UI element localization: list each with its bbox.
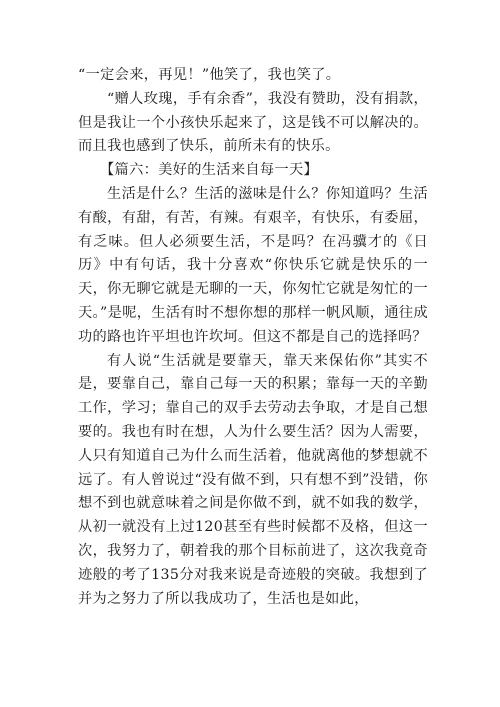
document-body (78, 64, 428, 611)
paragraph-what-is-life: 生活是什么？生活的滋味是什么？你知道吗？生活有酸，有甜，有苦，有辣。有艰辛，有快乐，有委屈，有乏味。但人必须要生活，不是吗？在冯骥才的《日历》中有句话，我十分喜欢“你快乐它就是快乐的一天，你无聊它就是无聊的一天，你匆忙它就是匆忙的一天。”是呢，生活有时不想你想的那样一帆风顺，通往成功的路也许平坦也许坎坷。但这不都是自己的选择吗？ (78, 185, 428, 345)
paragraph-dialogue-ending: “一定会来，再见！”他笑了，我也笑了。 (78, 67, 341, 83)
section-heading: 【篇六：美好的生活来自每一天】 (100, 162, 319, 179)
paragraph-rose-fragrance: “赠人玫瑰，手有余香”，我没有赞助，没有捐款，但是我让一个小孩快乐起来了，这是钱不可以解决的。而且我也感到了快乐，前所未有的快乐。 (78, 90, 428, 155)
paragraph-rely-on-self: 有人说“生活就是要靠天，靠天来保佑你”其实不是，要靠自己，靠自己每一天的积累；靠每一天的辛勤工作，学习；靠自己的双手去劳动去争取，才是自己想要的。我也有时在想，人为什么要生活？因为人需要，人只有知道自己为什么而生活着，他就离他的梦想就不远了。有人曾说过“没有做不到，只有想不到”没错，你想不到也就意味着之间是你做不到，就不如我的数学，从初一就没有上过120甚至有些时候都不及格，但这一次，我努力了，朝着我的那个目标前进了，这次我竟奇迹般的考了135分对我来说是奇迹般的突破。我想到了并为之努力了所以我成功了，生活也是如此， (78, 352, 428, 607)
